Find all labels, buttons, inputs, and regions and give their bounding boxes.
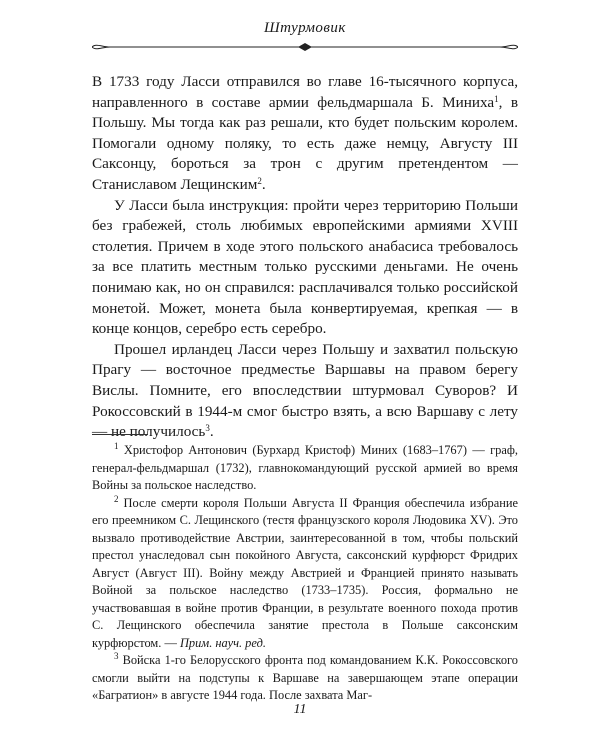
paragraph-1 — [92, 72, 518, 196]
footnote-2-editor-note: Прим. науч. ред. — [179, 635, 266, 650]
paragraph-3-text-a: Прошел ирландец Ласси через Польшу и захватил польскую Прагу — восточное предместье Варшавы на правом берегу Вислы. Помните, его впоследствии штурмовал Суворов? И Рокоссовский в 1944-м смог быстро взять, а всю Варшаву с лету — не получилось — [92, 340, 518, 441]
footnote-separator — [92, 434, 148, 435]
footnote-2-number: 2 — [114, 493, 119, 504]
paragraph-1-text-b: , в Польшу. Мы тогда как раз решали, кто будет польским королем. Помогали одному поляку, то есть даже немцу, Августу III Саксонцу, бороться за трон с другим претендентом — Станиславом Лещинским — [92, 93, 518, 193]
main-text — [92, 72, 518, 443]
page-number: 11 — [293, 702, 307, 717]
footnote-ref-2[interactable]: 2 — [257, 175, 262, 186]
footnote-ref-1[interactable]: 1 — [494, 93, 499, 104]
footnote-3 — [92, 652, 518, 705]
paragraph-1-text-a: В 1733 году Ласси отправился во главе 16-тысячного корпуса, направленного в составе армии фельдмаршала Б. Миниха — [92, 73, 518, 111]
footnote-3-number: 3 — [114, 651, 119, 661]
footnote-1-number: 1 — [114, 441, 119, 451]
footnote-ref-3[interactable]: 3 — [205, 423, 210, 434]
running-title: Штурмовик — [264, 20, 346, 36]
paragraph-2: У Ласси была инструкция: пройти через территорию Польши без грабежей, столь любимых европейскими армиями XVIII столетия. Причем в ходе этого польского анабасиса требовалось за все платить местным только русскими деньгами. Не очень понимаю как, но он справился: расплачивался только российской монетой. Может, монета была конвертируемая, крепкая — в конце концов, серебро есть серебро. — [92, 196, 518, 338]
footnote-2 — [92, 495, 518, 653]
paragraph-3-text-b: . — [209, 423, 214, 441]
footnote-3-text: Войска 1-го Белорусского фронта под командованием К.К. Рокоссовского смогли выйти на подступы к Варшаве на завершающем этапе операции «Багратион» в августе 1944 года. После захвата Маг- — [92, 653, 518, 702]
paragraph-3 — [92, 340, 518, 443]
footnote-1 — [92, 442, 518, 495]
running-header — [92, 20, 518, 60]
footnote-2-text: После смерти короля Польши Августа II Франция обеспечила избрание его преемником С. Лещинского (тестя французского короля Людовика XV). Это вызвало противодействие Австрии, заинтересованной в том, чтобы польский престол унаследовал сын покойного Августа, саксонский курфюрст Фридрих Август (Август III). Войну между Австрией и Францией принято называть Войной за польское наследство (1733–1735). Россия, формально не участвовавшая в войне против Франции, в результате военного похода против С. Лещинского обеспечила занятие престола в Польше саксонским курфюрстом. — — [92, 495, 518, 650]
footnote-1-text: Христофор Антонович (Бурхард Кристоф) Миних (1683–1767) — граф, генерал-фельдмаршал (1732), главнокомандующий русской армией во время Войны за польское наследство. — [92, 443, 518, 492]
paragraph-1-text-c: . — [261, 175, 266, 193]
footnotes — [92, 442, 518, 705]
header-ornament-rule — [92, 40, 518, 54]
